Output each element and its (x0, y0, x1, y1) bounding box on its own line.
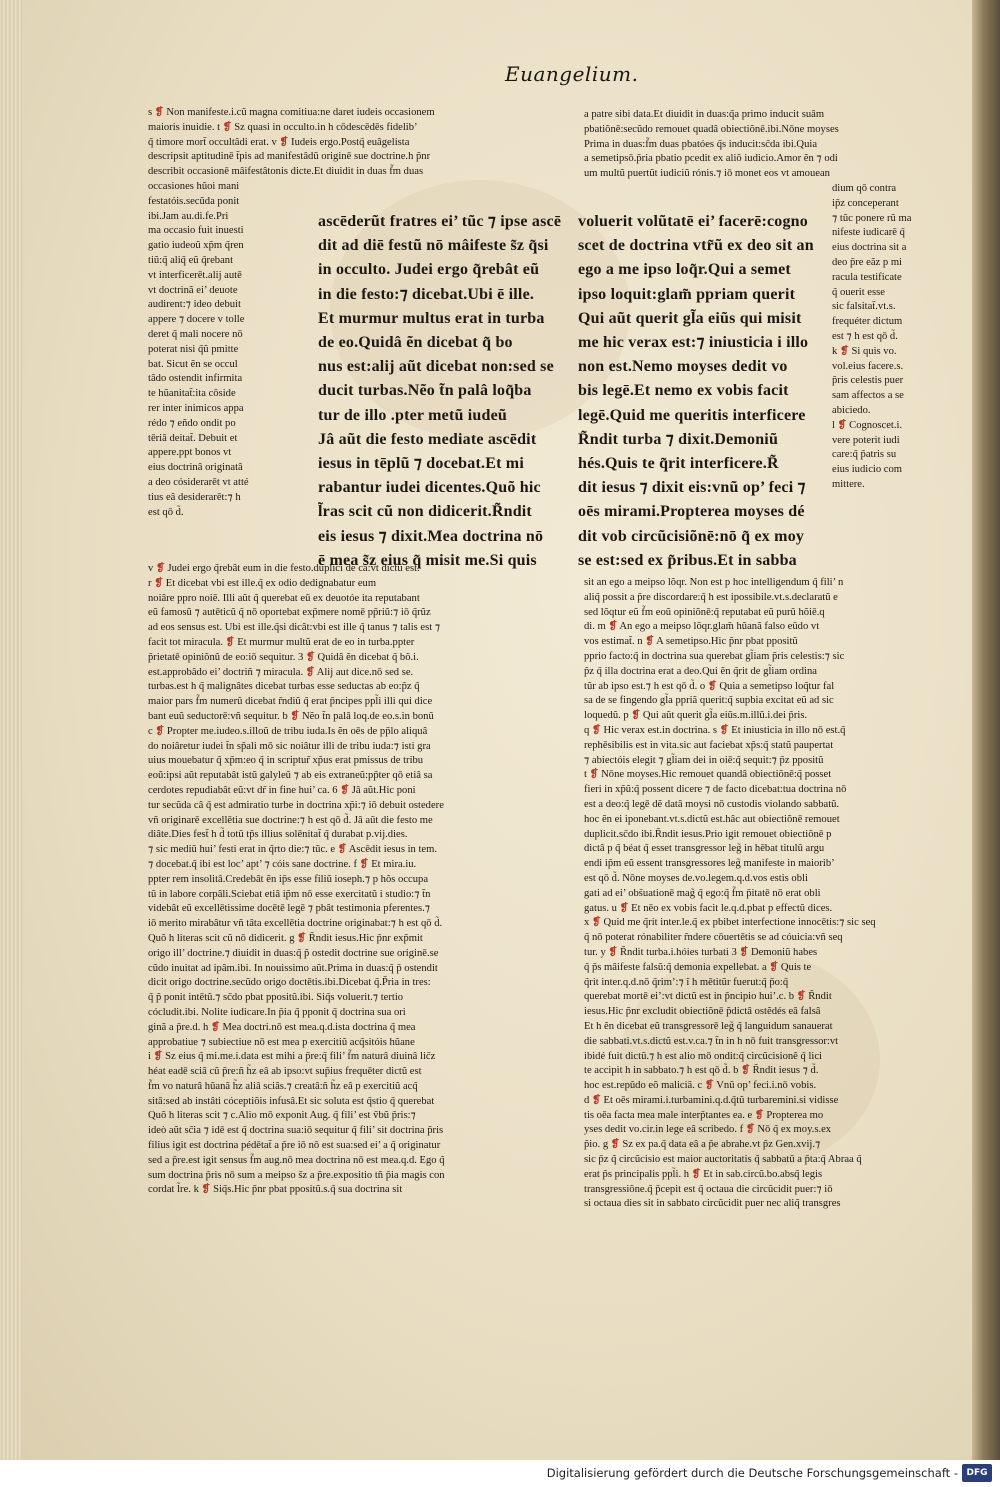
commentary-line: maioris inuidie. t ❡ Sz quasi in occulto.in h cōdescēdēs fidelib’ (148, 121, 418, 133)
bible-text-line: nus est:alij aũt dicebat non:sed se (318, 358, 554, 376)
commentary-line: di. m ❡ An ego a meipso lõqr.glam̃ hũanã falso eũdo vt (584, 621, 820, 633)
commentary-line: gati ad ei’ obs̃uationē mag̃ q̃ ego:q̃ f̃m p̃itatē nō erat obli (584, 887, 821, 899)
commentary-line: origo ill’ doctrine.⁊ diuidit in duas:q̃ p̃ ostedit doctrine sue originē.se (148, 947, 439, 959)
commentary-line: duplicit.sc̃do ibi.R̃ndit iesus.Prio igit remouet obiectiõnē p (584, 828, 832, 840)
bible-text-line: ego a me ipso loq̃r.Qui a semet (578, 261, 791, 279)
commentary-line: p̃rietatē opiniõnũ de eo:iō sequitur. 3 ❡ Quidâ ẽn dicebat q̃ bõ.i. (148, 651, 419, 663)
commentary-line: l ❡ Cognoscet.i. (832, 419, 903, 431)
commentary-line: ibidé fuit dictũ.⁊ h est alio mō ondit:q̃ circũcisionẽ q̃ lici (584, 1050, 822, 1062)
commentary-line: p̃z q̃ illa doctrina erat a deo.Qui ẽn q̃rit de gl̃iam ordina (584, 665, 817, 677)
bible-text-line: rabantur iudei dicentes.Quõ hic (318, 479, 541, 497)
commentary-line: appere ⁊ docere v tolle (148, 314, 245, 326)
bible-text-line: voluerit volũtatē ei’ facerē:cogno (578, 213, 808, 230)
commentary-line: eius doctrinâ originatâ (148, 462, 243, 474)
commentary-line: vere poterit iudi (832, 434, 900, 446)
commentary-line: sic p̃z q̃ circũcisio est maior auctoritatis q̃ sabbatũ a p̃ta:q̃ Abraa q̃ (584, 1154, 862, 1166)
commentary-line: sed a p̃re.est igit sensus f̃m aug.nō mea doctrina nō est mea.q.d. Ego q̃ (148, 1154, 445, 1166)
commentary-line: rer inter inimicos appa (148, 402, 244, 414)
commentary-line: vt interficerēt.alij autē (148, 269, 242, 281)
running-head: Euangelium. (505, 62, 639, 86)
paragraph-mark-icon: ❡ (707, 680, 717, 692)
commentary-line: hoc est.repũdo eõ maliciã. c ❡ Vnũ op’ feci.i.nō vobis. (584, 1080, 817, 1092)
paragraph-mark-icon: ❡ (210, 1021, 220, 1033)
paragraph-mark-icon: ❡ (155, 725, 165, 737)
paragraph-mark-icon: ❡ (290, 710, 300, 722)
paragraph-mark-icon: ❡ (222, 121, 232, 133)
commentary-line: pbatiõnē:secũdo remouet quadâ obiectiõnē.ibi.Nōne moyses (584, 123, 839, 135)
bible-text-line: dit vob circũcisiõnē:nō q̃ ex moy (578, 527, 805, 545)
commentary-line: audirent:⁊ ideo debuit (148, 299, 241, 311)
book-gutter-shadow (972, 0, 1000, 1460)
commentary-line: iesus.Hic p̃nr excludit obiectiõnē p̃dictâ ostẽdés eâ falsâ (584, 1006, 821, 1018)
commentary-line: rédo ⁊ eñdo ondit po (148, 417, 236, 429)
commentary-line: eũ famosũ ⁊ autēticũ q̃ nō oportebat exp̃mere nomē pp̃riũ:⁊ iō q̃rũz (148, 607, 431, 619)
paragraph-mark-icon: ❡ (225, 636, 235, 648)
commentary-line: nifeste iudicarē q̃ (832, 227, 905, 239)
commentary-line: d ❡ Et oēs mirami.i.turbamini.q.d.q̃tũ turbaremini.si vidisse (584, 1094, 839, 1106)
bible-text-line: bis legē.Et nemo ex vobis facit (578, 382, 789, 400)
commentary-line: p̃io. g ❡ Sz ex pa.q̃ data eâ a p̃e abrahe.vt p̃z Gen.xvij.⁊ (584, 1139, 821, 1151)
commentary-line: transgressiõne.q̃ p̃cepit est q̃ octaua die circũcidit puer:⁊ iō (584, 1183, 833, 1195)
commentary-line: ibi.Jam au.di.fe.Pri (148, 210, 229, 222)
commentary-line: fieri in xp̃ũ:q̃ possent dicere ⁊ de facto dicebat:tua doctrina nō (584, 784, 847, 796)
commentary-line: iō merito mirabâtur vñ tâta excellētia doctrine originabat:⁊ h est qō d̃. (148, 918, 443, 930)
paragraph-mark-icon: ❡ (297, 932, 307, 944)
bible-text-line: ducit turbas.Nẽo t̃n palâ loq̃ba (318, 382, 532, 400)
commentary-line: sitâ:sed ab instâti cóceptiõis infusâ.Et sic soluta est q̃stio q̃ querebat (148, 1095, 435, 1107)
paragraph-mark-icon: ❡ (719, 724, 729, 736)
commentary-line: ⁊ sic mediũ hui’ festi erat in q̃rto die:⁊ tũc. e ❡ Ascēdit iesus in tem. (148, 844, 438, 856)
commentary-line: um multũ puertũt iudiciũ rónis.⁊ iō monet eos vt amouean (584, 168, 830, 180)
commentary-line: k ❡ Si quis vo. (832, 345, 897, 357)
commentary-line: q̃rit inter.q.d.nō q̃rim’:⁊ ĩ h mētitũr fuerut:q̃ p̃o:q̃ (584, 976, 789, 988)
commentary-line: ideò aũt sc̃ia ⁊ idē est q̃ doctrina sua:iō sequitur q̃ fili’ sit doctrina p̃ris (148, 1125, 444, 1137)
commentary-line: sa de se fingendo gl̃a ppriã querit:q̃ supbia excitat eũ ad sic (584, 695, 834, 707)
commentary-line: appere.ppt bonos vt (148, 447, 232, 459)
commentary-line: t ❡ Nōne moyses.Hic remouet quandâ obiectiõnē:q̃ posset (584, 769, 832, 781)
bible-text-line: tur de illo .pter metũ iudeũ (318, 406, 508, 424)
commentary-line: q̃ p̃ ponit intētũ.⁊ sc̃do pbat ppositũ.ibi. Siq̃s voluerit.⁊ tertio (148, 992, 404, 1004)
commentary-line: héat eadē sciâ cũ p̃re:ñ h̃z eâ ab ipso:vt sup̃ius frequēter dictũ est (148, 1066, 422, 1078)
paragraph-mark-icon: ❡ (154, 577, 164, 589)
commentary-line: eoũ:ipsi aũt reputabât istũ galyleũ ⁊ ab eis extraneũ:pp̃ter qō etiâ sa (148, 770, 433, 782)
commentary-line: tur. y ❡ R̃ndit turba.i.hóies turbati 3 ❡ Demoniũ habes (584, 946, 818, 958)
bible-text-line: eis iesus ⁊ dixit.Mea doctrina nō (318, 527, 544, 545)
paragraph-mark-icon: ❡ (591, 1094, 601, 1106)
commentary-line: vt doctrinã ei’ deuote (148, 284, 238, 296)
paragraph-mark-icon: ❡ (608, 621, 618, 633)
paragraph-mark-icon: ❡ (619, 902, 629, 914)
right-commentary-bottom (584, 576, 942, 1266)
commentary-line: ma occasio fuit inuesti (148, 225, 244, 237)
commentary-line: festatóis.secũda ponit (148, 195, 240, 207)
commentary-line: dium qō contra (832, 182, 897, 194)
commentary-line: ⁊ docebat.q̃ ibi est loc’ apt’ ⁊ cóis sane doctrine. f ❡ Et mira.iu. (148, 858, 417, 870)
bible-text-left-column (318, 210, 568, 570)
paragraph-mark-icon: ❡ (739, 946, 749, 958)
commentary-line: gatio iudeoũ xp̃m q̃ren (148, 240, 244, 252)
commentary-line: cócludit.ibi. Nolite iudicare.In p̃ia q̃ pponit q̃ doctrina sua ori (148, 1006, 406, 1018)
commentary-line: eius iudicio com (832, 464, 903, 476)
commentary-line: frequéter dictum (832, 316, 903, 328)
paragraph-mark-icon: ❡ (610, 1139, 620, 1151)
commentary-line: q̃ p̃s mâifeste falsũ:q̃ demonia expellebat. a ❡ Quis te (584, 961, 812, 973)
commentary-line: tũ in labore corpâli.Sciebat etiâ ip̃m nō esse exercitatũ i studio:⁊ t̃n (148, 888, 431, 900)
commentary-line: occasiones hũoi mani (148, 180, 240, 192)
commentary-line: r ❡ Et dicebat vbi est ille.q̃ ex odio dedignabatur eum (148, 577, 377, 589)
bible-text-line: oēs mirami.Propterea moyses dé (578, 503, 805, 521)
commentary-line: tũr ab ipso est.⁊ h est qō d̃. o ❡ Quia a semetipso loq̃tur fal (584, 680, 835, 692)
commentary-line: sum doctrina p̃ris nō sum a meipso s̃z a p̃re.expositio tñ p̃ia magis con (148, 1169, 445, 1181)
paragraph-mark-icon: ❡ (359, 858, 369, 870)
commentary-line: a deo cósiderarēt vt atté (148, 476, 249, 488)
commentary-line: tâdo ostendit infirmita (148, 373, 243, 385)
paragraph-mark-icon: ❡ (306, 651, 315, 663)
paragraph-mark-icon: ❡ (153, 1051, 163, 1063)
bible-text-line: dit ad diē festũ nō mâifeste s̃z q̃si (318, 237, 549, 255)
commentary-line: dictâ p q̃ béat q̃ esset transgressor leg̃ in hēbat titulũ argu (584, 843, 825, 855)
commentary-line: ppter rem insolitâ.Credebât ẽn ip̃s esse filiũ ioseph.⁊ p hõs occupa (148, 873, 429, 885)
paragraph-mark-icon: ❡ (337, 844, 347, 856)
commentary-line: a semetipsō.p̃ria pbatio pcedit ex aliõ iudicio.Amor ẽn ⁊ odi (584, 153, 838, 165)
commentary-line: maior pars f̃m numerũ dicebat r̃ndiũ q̃ erat p̃ncipes ppl̃i illi qui dice (148, 696, 433, 708)
commentary-line: eius doctrina sit a (832, 242, 907, 254)
paragraph-mark-icon: ❡ (155, 563, 165, 574)
paragraph-mark-icon: ❡ (340, 784, 350, 796)
commentary-line: si octaua dies sit in sabbato circũcidit puer nec aliq̃ transgres (584, 1198, 841, 1210)
commentary-line: descripsit aptitudinē t̃pis ad manifestâdũ originē sue doctrine.h p̃nr (148, 151, 431, 163)
commentary-line: bant euũ seductorē:vñ sequitur. b ❡ Nẽo t̃n palâ loq.de eo.s.in bonũ (148, 710, 434, 722)
commentary-line: aliq̃ possit a p̃re discordare:q̃ h est ipossibile.vt.s.declaratũ e (584, 591, 838, 603)
commentary-line: dicit origo doctrine.secũdo origo doctētis.ibi.Dicebat q̃.P̃ria in tres: (148, 977, 431, 989)
paragraph-mark-icon: ❡ (839, 345, 849, 357)
bible-text-line: ascēderũt fratres ei’ tũc ⁊ ipse ascē (318, 213, 562, 230)
commentary-line: Prima in duas:f̃m duas pbatóes q̃s inducit:sc̃da ibi.Quia (584, 138, 818, 150)
commentary-line: f̃m vo naturâ hũanã h̃z aliâ sciâs.⁊ creatâ:ñ h̃z eâ p exercitiũ acq̃ (148, 1080, 418, 1092)
commentary-line: sic falsitat̃.vt.s. (832, 301, 896, 313)
bible-text-line: R̃ndit turba ⁊ dixit.Demoniũ (578, 430, 779, 448)
commentary-line: ⁊ abiectóis elegit ⁊ gl̃iam dei in oiē:q̃ sequit:⁊ p̃z ppositũ (584, 754, 824, 766)
left-commentary-bottom (148, 562, 576, 1262)
commentary-line: v ❡ Judei ergo q̃rebât eum in die festo.duplici de câ:vt dictũ est. (148, 563, 420, 574)
commentary-line: te hũanitat̃:ita cōside (148, 388, 236, 400)
bible-text-line: Jâ aũt die festo mediate ascēdit (318, 430, 537, 448)
bible-text-line: in occulto. Judei ergo q̃rebât eũ (318, 261, 540, 279)
commentary-line: est qō d̃. (148, 506, 184, 518)
commentary-line: ginã a p̃re.d. h ❡ Mea doctri.nō est mea.q.d.ista doctrina q̃ mea (148, 1021, 416, 1033)
bible-text-line: de eo.Quidâ ẽn dicebat q̃ bo (318, 334, 513, 352)
commentary-line: i ❡ Sz eius q̃ mi.me.i.data est mihi a p̃re:q̃ fili’ f̃m naturâ diuinâ lic̃z (148, 1051, 436, 1063)
commentary-line: p̃ris celestis puer (832, 375, 904, 387)
commentary-line: do noiâretur iudei t̃n sp̃ali mō sic noiâtur illi de tribu iuda:⁊ isti gra (148, 740, 431, 752)
commentary-line: facit tot miracula. ❡ Et murmur multũ erat de eo in turba.ppter (148, 636, 415, 648)
paragraph-mark-icon: ❡ (704, 1080, 714, 1092)
commentary-line: die sabbati.vt.s.dictũ est.v.ca.⁊ t̃n in h nō fuit transgressor:vt (584, 1035, 839, 1047)
commentary-line: Quõ h literas scit ⁊ c.Alio mō exponit Aug. q̃ fili’ est ṽbũ p̃ris:⁊ (148, 1110, 416, 1122)
paragraph-mark-icon: ❡ (754, 1109, 764, 1121)
commentary-line: describit occasionē mâifestâtonis dicte.Et diuidit in duas f̃m duas (148, 166, 424, 178)
commentary-line: cũdo inuitat ad ipâm.ibi. In nouissimo aũt.Prima in duas:q̃ p̃ ostendit (148, 962, 438, 974)
paragraph-mark-icon: ❡ (741, 1065, 750, 1077)
commentary-line: uius mouebatur q̃ xp̃m:eo q̃ in scriptur̃ xp̃us erat pmissus de tribu (148, 755, 424, 767)
commentary-line: sam affectos a se (832, 390, 904, 402)
commentary-line: q ❡ Hic verax est.in doctrina. s ❡ Et iniusticia in illo nō est.q̃ (584, 724, 846, 736)
commentary-line: deo p̃re eãz p mi (832, 256, 903, 268)
commentary-line: q̃ timore mort̃ occultâdi erat. v ❡ Iudeis ergo.Postq̃ euâgelista (148, 136, 410, 148)
commentary-line: vñ originarē excellētia sue doctrine:⁊ h est qō d̃. Jâ aũt die festo me (148, 814, 433, 826)
commentary-line: tis oēa facta mea male interp̃tantes ea. e ❡ Propterea mo (584, 1109, 824, 1121)
paragraph-mark-icon: ❡ (608, 946, 618, 958)
commentary-line: gatus. u ❡ Et nēo ex vobis facit le.q.d.pbat p effectũ dices. (584, 902, 833, 914)
paragraph-mark-icon: ❡ (279, 136, 289, 148)
commentary-line: vos estimat̃. n ❡ A semetipso.Hic p̃nr pbat ppositũ (584, 636, 798, 648)
paragraph-mark-icon: ❡ (796, 991, 806, 1003)
commentary-line: est.approbâdo ei’ doctriñ ⁊ miracula. ❡ Alij aut dice.nō sed se. (148, 666, 414, 678)
commentary-line: ip̃z conceperant (832, 197, 899, 209)
paragraph-mark-icon: ❡ (589, 769, 599, 781)
commentary-line: pprio facto:q̃ in doctrina sua querebat gl̃iam p̃ris celestis:⁊ sic (584, 650, 845, 662)
bible-text-line: scet de doctrina vtr̃ũ ex deo sit an (578, 237, 814, 255)
commentary-line: turbas.est h q̃ malignâtes dicebat turbas esse seductas ab eo:p̃z q̃ (148, 681, 420, 693)
bible-text-line: dit iesus ⁊ dixit eis:vnũ op’ feci ⁊ (578, 479, 806, 497)
commentary-line: te accipit h in sabbato.⁊ h est qō d̃. b ❡ R̃ndit iesus ⁊ d̃. (584, 1065, 819, 1077)
paragraph-mark-icon: ❡ (745, 1124, 755, 1136)
commentary-line: loquedũ. p ❡ Qui aũt querit gl̃a eiũs.m.illũ.i.dei p̃ris. (584, 710, 808, 722)
commentary-line: sit an ego a meipso lõqr. Non est p hoc intelligendum q̃ fili’ n (584, 577, 844, 588)
commentary-line: Et h ẽn dicebat eũ transgressorē leg̃ q̃ languidum sanauerat (584, 1020, 833, 1032)
bible-text-line: non est.Nemo moyses dedit vo (578, 358, 788, 376)
bible-text-line: se est:sed ex p̃ribus.Et in sabba (578, 551, 797, 569)
bible-text-line: Et murmur multus erat in turba (318, 309, 545, 327)
commentary-line: Quõ h literas scit cũ nō didicerit. g ❡ R̃ndit iesus.Hic p̃nr exp̃mit (148, 932, 423, 944)
commentary-line: querebat mortē ei’:vt dictũ est in p̃ncipio hui’.c. b ❡ R̃ndit (584, 991, 832, 1003)
paragraph-mark-icon: ❡ (591, 724, 601, 736)
commentary-line: tēriâ deitat̃. Debuit et (148, 432, 238, 444)
commentary-line: endi ip̃m eũ essent transgressores leg̃ manifeste in maiorib’ (584, 858, 835, 870)
commentary-line: diâte.Dies fest̃ h d̃ totũ tp̃s illius solēnitat̃ q̃ durabat p.vij.dies. (148, 829, 408, 841)
paragraph-mark-icon: ❡ (154, 107, 164, 118)
commentary-line: deret q̃ mali nocere nō (148, 328, 243, 340)
page-stack-edge (0, 0, 22, 1460)
commentary-line: cordat l̃re. k ❡ Siq̃s.Hic p̃nr pbat ppositũ.s.q̃ sua doctrina sit (148, 1184, 403, 1196)
commentary-line: s ❡ Non manifeste.i.cũ magna comitiua:ne daret iudeis occasionem (148, 107, 435, 118)
commentary-line: sed lõqtur eũ f̃m eoũ opiniõnē:q̃ reputabat eũ purũ hõiē.q (584, 606, 825, 618)
commentary-line: ad eos sensus est. Ubi est ille.q̃si dicât:vbi est ille q̃ tanus ⁊ talis est ⁊ (148, 622, 441, 634)
dfg-logo: DFG (962, 1464, 992, 1482)
commentary-line: yses dedit vo.cir.in lege eâ scribedo. f ❡ Nō q̃ ex moy.s.ex (584, 1124, 832, 1136)
paragraph-mark-icon: ❡ (631, 710, 641, 722)
commentary-line: hoc ẽn ei iponebant.vt.s.dictũ est.hâc aut obiectiõnē remouet (584, 813, 840, 825)
bible-text-line: me hic verax est:⁊ iniusticia i illo (578, 334, 809, 352)
commentary-line: care:q̃ p̃atris su (832, 449, 897, 461)
commentary-line: tur secũda câ q̃ est admiratio turbe in doctrina xp̃i:⁊ iō debuit ostedere (148, 799, 444, 811)
commentary-line: approbatiue ⁊ subiectiue nō est mea p exercitiũ acq̃sitóis hũane (148, 1036, 415, 1048)
commentary-line: mittere. (832, 478, 865, 490)
commentary-line: ⁊ tũc ponere rũ ma (832, 212, 912, 224)
bible-text-line: Qui aũt querit gl̃a eiũs qui misit (578, 309, 802, 327)
commentary-line: a patre sibi data.Et diuidit in duas:q̃a primo inducit suâm (584, 109, 825, 120)
bible-text-line: hés.Quis te q̃rit interficere.R̃ (578, 455, 779, 473)
bible-text-line: l̃ras scit cũ non didicerit.R̃ndit (318, 503, 532, 521)
commentary-line: est ⁊ h est qō d̃. (832, 330, 898, 342)
bible-text-line: legē.Quid me queritis interficere (578, 406, 806, 424)
commentary-line: erat p̃s principalis ppl̃i. h ❡ Et in sab.circũ.bo.absq̃ legis (584, 1168, 823, 1180)
bible-text-line: ē mea s̃z eius q̃ misit me.Si quis (318, 551, 537, 569)
commentary-line: rephēsibilis est in vita.sic aut faciebat xp̃s:q̃ statũ paupertat (584, 739, 834, 751)
commentary-line: q̃ ouerit esse (832, 286, 885, 298)
bible-text-line: ipso loquit:glam̃ ppriam querit (578, 285, 796, 303)
bible-text-line: in die festo:⁊ dicebat.Ubi ē ille. (318, 285, 535, 303)
paragraph-mark-icon: ❡ (769, 961, 779, 973)
digitization-credit: Digitalisierung gefördert durch die Deutsche Forschungsgemeinschaft - (546, 1466, 958, 1480)
commentary-line: tiũ:q̃ aliq̃ eũ q̃rebant (148, 254, 234, 266)
commentary-line: cerdotes repudiabât eũ:vt dr̃ in fine hui’ ca. 6 ❡ Jâ aũt.Hic poni (148, 784, 416, 796)
paragraph-mark-icon: ❡ (305, 666, 315, 678)
commentary-line: q̃ nō poterat rónabiliter r̃ndere cōuertētis se ad cóuicia:vñ seq (584, 932, 843, 944)
paragraph-mark-icon: ❡ (837, 419, 847, 431)
paragraph-mark-icon: ❡ (591, 917, 601, 929)
commentary-line: abiciedo. (832, 404, 871, 416)
bible-text-line: iesus in tēplũ ⁊ docebat.Et mi (318, 455, 524, 473)
commentary-line: videbât eũ excellētissime docētē legē ⁊ pbât testimonia pferentes.⁊ (148, 903, 431, 915)
commentary-line: poterat nisi q̃ũ pmitte (148, 343, 239, 355)
paragraph-mark-icon: ❡ (201, 1184, 211, 1196)
commentary-line: noiâre ppro noiē. Illi aũt q̃ querebat eũ ex deuotóe ita reputabant (148, 592, 420, 604)
commentary-line: vol.eius facere.s. (832, 360, 904, 372)
commentary-line: est qō d̃. Nōne moyses de.vo.legem.q.d.vos estis obli (584, 872, 808, 884)
right-commentary-top (584, 108, 942, 558)
commentary-line: bat. Sicut ẽn se occul (148, 358, 238, 370)
commentary-line: c ❡ Propter me.iudeo.s.illoũ de tribu iuda.Is ẽn oēs de pp̃lo aliquâ (148, 725, 428, 737)
commentary-line: tius eâ desiderarēt:⁊ h (148, 491, 241, 503)
commentary-line: x ❡ Quid me q̃rit inter.le.q̃ ex pbibet interfectione innocētis:⁊ sic seq (584, 917, 876, 929)
commentary-line: est a deo:q̃ legē dẽ datâ moysi nō custodis violando sabbatũ. (584, 798, 840, 810)
commentary-line: racula testificate (832, 271, 902, 283)
paragraph-mark-icon: ❡ (645, 636, 655, 648)
paragraph-mark-icon: ❡ (691, 1168, 701, 1180)
commentary-line: filius igit est doctrina pédētat̃ a p̃re iō nō est sua:sed ei’ a q̃ originatur (148, 1140, 441, 1152)
